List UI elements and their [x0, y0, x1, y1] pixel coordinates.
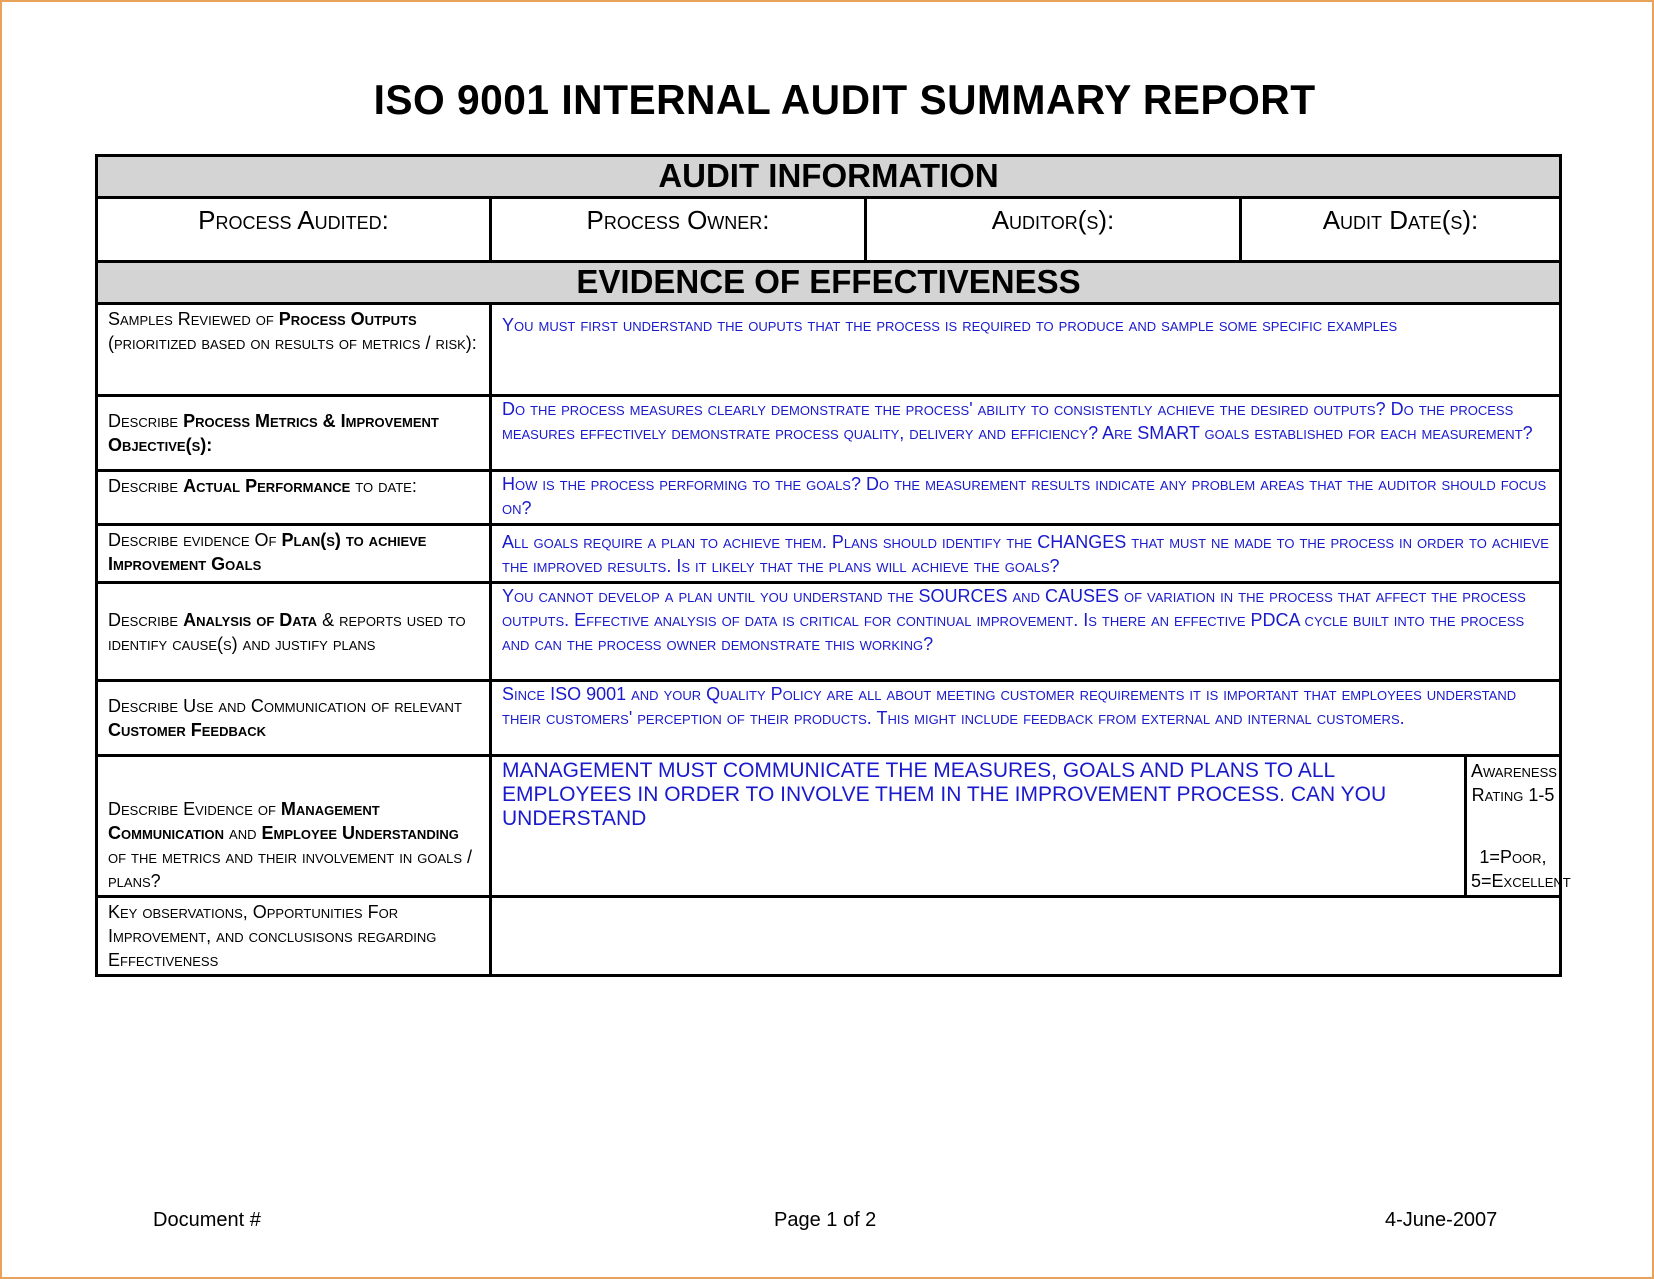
improvement-plans-guidance[interactable]: All goals require a plan to achieve them. Plans should identify the CHANGES that must ne made to the process in order to achieve the improved results. Is it likely that the plans will achieve the goals?: [491, 525, 1561, 583]
customer-feedback-guidance[interactable]: Since ISO 9001 and your Quality Policy are all about meeting customer requirements it is important that employees understand their customers' perception of their products. This might include feedback from external and internal customers.: [491, 681, 1561, 756]
process-audited-field[interactable]: Process Audited:: [97, 198, 491, 262]
auditors-field[interactable]: Auditor(s):: [866, 198, 1241, 262]
analysis-of-data-label: Describe Analysis of Data & reports used to identify cause(s) and justify plans: [97, 583, 491, 681]
key-observations-label: Key observations, Opportunities For Improvement, and conclusisons regarding Effectiveness: [97, 897, 491, 976]
improvement-plans-label: Describe evidence Of Plan(s) to achieve Improvement Goals: [97, 525, 491, 583]
customer-feedback-label: Describe Use and Communication of relevant Customer Feedback: [97, 681, 491, 756]
rating-scale-poor: 1=Poor,: [1479, 847, 1547, 867]
key-observations-field[interactable]: [491, 897, 1561, 976]
awareness-rating-cell[interactable]: [1466, 756, 1571, 897]
report-title: ISO 9001 INTERNAL AUDIT SUMMARY REPORT: [373, 76, 1316, 123]
actual-performance-guidance[interactable]: How is the process performing to the goals? Do the measurement results indicate any problem areas that the auditor should focus on?: [491, 471, 1561, 525]
awareness-rating-title: Awareness Rating 1-5: [1471, 761, 1557, 805]
management-communication-guidance[interactable]: MANAGEMENT MUST COMMUNICATE THE MEASURES, GOALS AND PLANS TO ALL EMPLOYEES IN ORDER TO INVOLVE THEM IN THE IMPROVEMENT PROCESS. CAN YOU UNDERSTAND: [491, 756, 1466, 897]
management-communication-label: Describe Evidence of Management Communication and Employee Understanding of the metrics and their involvement in goals / plans?: [97, 756, 491, 897]
process-owner-field[interactable]: Process Owner:: [491, 198, 866, 262]
analysis-of-data-guidance[interactable]: You cannot develop a plan until you understand the SOURCES and CAUSES of variation in the process that affect the process outputs. Effective analysis of data is critical for continual improvement. Is there an effective PDCA cycle built into the process and can the process owner demonstrate this working?: [491, 583, 1561, 681]
samples-reviewed-label: Samples Reviewed of Process Outputs (prioritized based on results of metrics / risk):: [97, 304, 491, 396]
footer-document-number: Document #: [153, 1209, 261, 1231]
footer-date: 4-June-2007: [1385, 1209, 1498, 1231]
audit-dates-field[interactable]: Audit Date(s):: [1241, 198, 1561, 262]
evidence-heading: EVIDENCE OF EFFECTIVENESS: [97, 262, 1561, 304]
audit-information-heading: AUDIT INFORMATION: [97, 156, 1561, 198]
process-metrics-guidance[interactable]: Do the process measures clearly demonstrate the process' ability to consistently achieve the desired outputs? Do the process measures effectively demonstrate process quality, delivery and efficiency? Are SMART goals established for each measurement?: [491, 396, 1561, 471]
actual-performance-label: Describe Actual Performance to date:: [97, 471, 491, 525]
footer-page-number: Page 1 of 2: [774, 1209, 877, 1231]
rating-scale-excellent: 5=Excellent: [1471, 871, 1571, 891]
process-metrics-label: Describe Process Metrics & Improvement Objective(s):: [97, 396, 491, 471]
samples-reviewed-guidance[interactable]: You must first understand the ouputs that the process is required to produce and sample some specific examples: [491, 304, 1561, 396]
audit-report-table: [95, 154, 1571, 977]
